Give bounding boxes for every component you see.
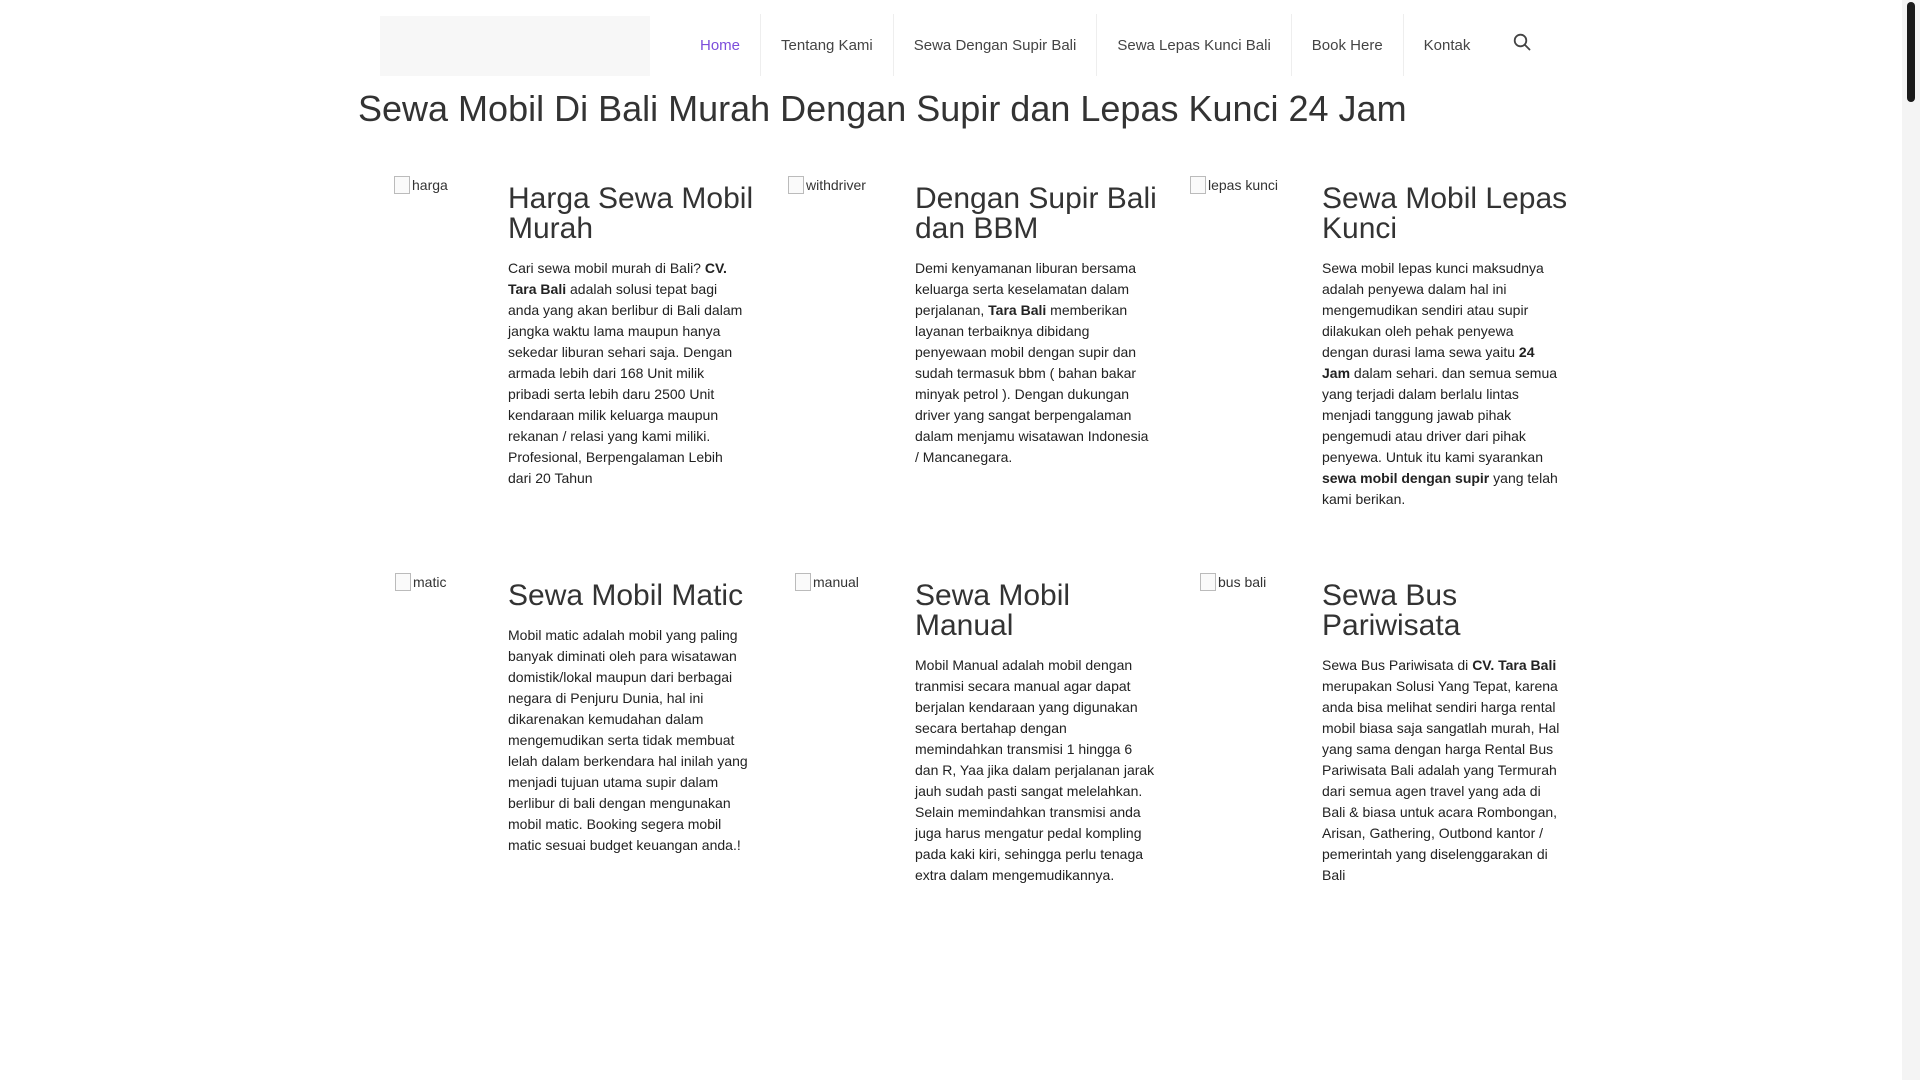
feature-image: bus bali	[1200, 573, 1266, 591]
search-icon[interactable]	[1513, 33, 1533, 53]
feature-harga	[394, 177, 784, 514]
feature-title: Dengan Supir Bali dan BBM	[915, 182, 1157, 245]
text-run: yang telah kami berikan.	[1322, 470, 1558, 507]
feature-image: manual	[795, 573, 859, 591]
feature-title: Sewa Mobil Lepas Kunci	[1322, 182, 1568, 245]
text-run: Mobil Manual adalah mobil dengan tranmisi secara manual agar dapat berjalan kendaraan yang digunakan secara bertahap dengan memindahkan transmisi 1 hingga 6 dan R, Yaa jika dalam perjalanan jarak jauh sudah pasti sangat melelahkan. Selain memindahkan transmisi anda juga harus mengatur pedal kompling pada kaki kiri, sehingga perlu tenaga extra dalam mengemudikannya.	[915, 657, 1155, 883]
text-run: Demi kenyamanan liburan bersama keluarga serta keselamatan dalam perjalanan,	[915, 260, 1136, 318]
text-run: Mobil matic adalah mobil yang paling banyak diminati oleh para wisatawan domistik/lokal maupun dari berbagai negara di Penjuru Dunia, hal ini dikarenakan kemudahan dalam mengemudikan serta tidak membuat lelah dalam berkendara hal inilah yang menjadi tujuan utama supir dalam berlibur di bali dengan mengunakan mobil matic. Booking segera mobil matic sesuai budget keuangan anda.!	[508, 627, 748, 853]
feature-image: lepas kunci	[1190, 176, 1278, 194]
feature-title: Sewa Bus Pariwisata	[1322, 579, 1461, 642]
nav-item-kontak[interactable]: Kontak	[1423, 36, 1471, 54]
text-emphasis: sewa mobil dengan supir	[1322, 470, 1490, 486]
text-run: dalam sehari. dan semua semua yang terjadi dalam berlalu lintas menjadi tanggung jawab pihak pengemudi atau driver dari pihak penyewa. Untuk itu kami syarankan	[1322, 365, 1558, 465]
nav-item-sewa-lepas-kunci[interactable]: Sewa Lepas Kunci Bali	[1097, 14, 1291, 76]
scrollbar-thumb[interactable]	[1907, 2, 1915, 102]
nav-item-book-here[interactable]: Book Here	[1292, 14, 1404, 76]
text-run: Cari sewa mobil murah di Bali?	[508, 260, 705, 276]
main-nav	[680, 14, 1490, 76]
nav-item-sewa-dengan-supir[interactable]: Sewa Dengan Supir Bali	[894, 14, 1098, 76]
feature-withdriver	[801, 177, 1191, 514]
feature-text	[508, 258, 748, 489]
text-run: Sewa Bus Pariwisata di	[1322, 657, 1473, 673]
feature-text	[915, 258, 1155, 468]
feature-title: Harga Sewa Mobil Murah	[508, 182, 754, 245]
text-run: merupakan Solusi Yang Tepat, karena anda bisa melihat sendiri harga rental mobil biasa saja sangatlah murah, Hal yang sama dengan harga Rental Bus Pariwisata Bali adalah yang Termurah dari semua agen travel yang ada di Bali & biasa untuk acara Rombongan, Arisan, Gathering, Outbond kantor / pemerintah yang diselenggarakan di Bali	[1322, 678, 1560, 883]
text-emphasis: Tara Bali	[988, 302, 1047, 318]
page-scrollbar[interactable]	[1902, 0, 1920, 1080]
text-run: adalah solusi tepat bagi anda yang akan berlibur di Bali dalam jangka waktu lama maupun hanya sekedar liburan sehari saja. Dengan armada lebih dari 168 Unit milik pribadi serta lebih daru 2500 Unit kendaraan milik keluarga maupun rekanan / relasi yang kami miliki. Profesional, Berpengalaman Lebih dari 20 Tahun	[508, 281, 743, 486]
text-emphasis: CV. Tara Bali	[1472, 657, 1557, 673]
feature-text	[1322, 258, 1562, 510]
feature-lepas-kunci	[1208, 177, 1598, 514]
feature-image: withdriver	[788, 176, 866, 194]
site-header	[380, 0, 1580, 90]
feature-text	[508, 625, 748, 856]
page-title: Sewa Mobil Di Bali Murah Dengan Supir dan Lepas Kunci 24 Jam	[358, 88, 1407, 129]
text-run: memberikan layanan terbaiknya dibidang penyewaan mobil dengan supir dan sudah termasuk bbm ( bahan bakar minyak petrol ). Dengan dukungan driver yang sangat berpengalaman dalam menjamu wisatawan Indonesia / Mancanegara.	[915, 302, 1149, 465]
nav-item-home[interactable]: Home	[680, 14, 761, 76]
feature-title: Sewa Mobil Manual	[915, 579, 1071, 642]
feature-title: Sewa Mobil Matic	[508, 579, 744, 612]
feature-bus	[1208, 574, 1598, 911]
text-emphasis: CV. Tara Bali	[508, 260, 727, 297]
feature-text	[1322, 655, 1562, 886]
feature-image: harga	[394, 176, 448, 194]
nav-item-tentang-kami[interactable]: Tentang Kami	[761, 14, 894, 76]
feature-image: matic	[395, 573, 446, 591]
text-emphasis: 24 Jam	[1322, 344, 1535, 381]
site-logo[interactable]	[380, 16, 650, 76]
text-run: Sewa mobil lepas kunci maksudnya adalah penyewa dalam hal ini mengemudikan sendiri atau supir dilakukan oleh pehak penyewa dengan durasi lama sewa yaitu	[1322, 260, 1544, 360]
feature-text	[915, 655, 1155, 886]
feature-matic	[394, 574, 784, 911]
feature-manual	[801, 574, 1191, 911]
